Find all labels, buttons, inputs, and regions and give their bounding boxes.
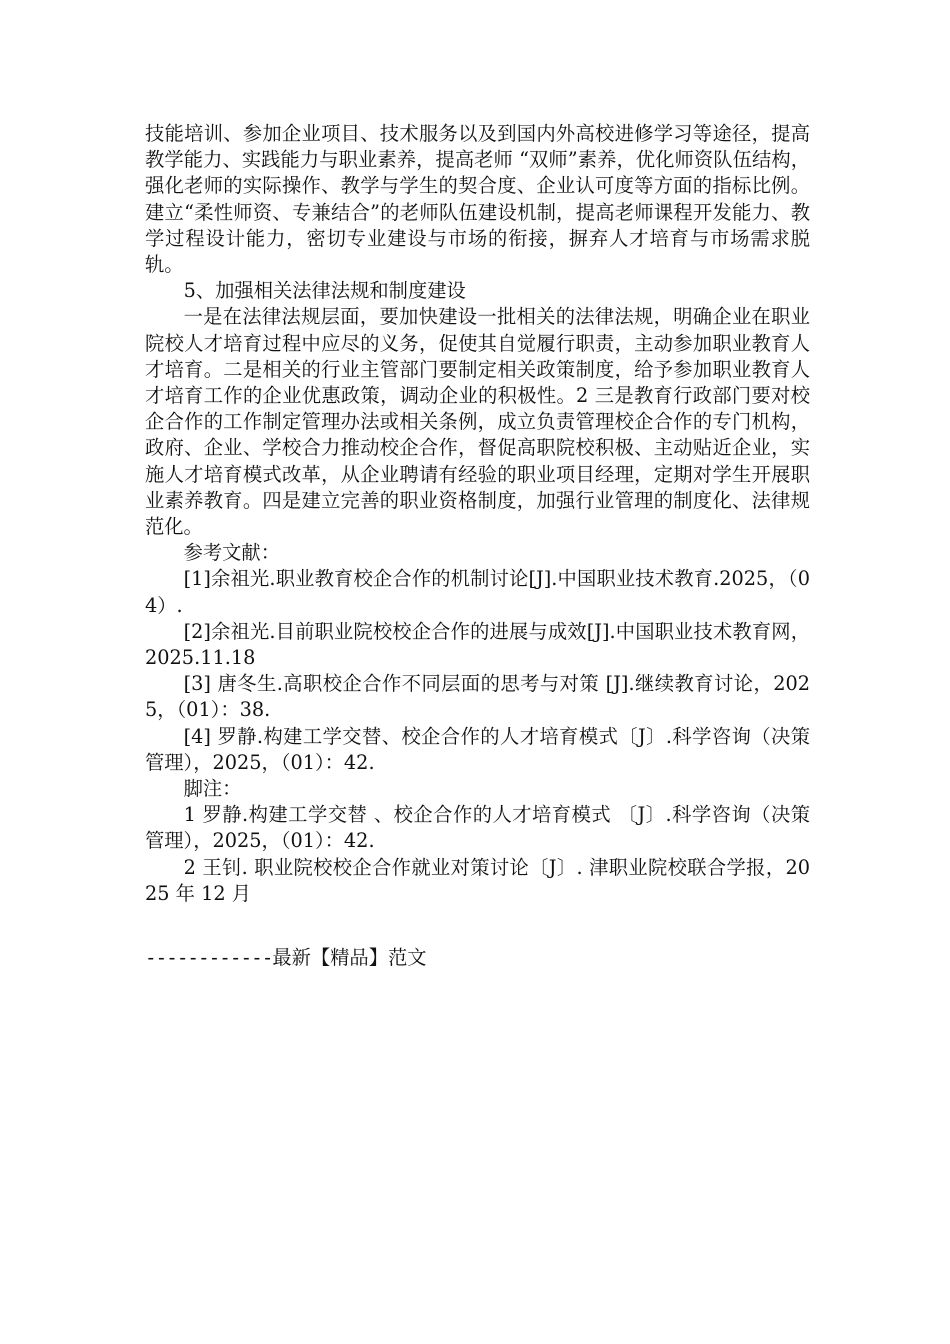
footnote-item-2: 2 王钊. 职业院校校企合作就业对策讨论〔J〕. 津职业院校联合学报，2025 年 12 月: [145, 855, 810, 905]
references-heading: 参考文献：: [183, 541, 280, 565]
document-body: [145, 121, 810, 907]
footnotes-heading: 脚注：: [183, 777, 242, 801]
section-body-paragraph: 一是在法律法规层面，要加快建设一批相关的法律法规，明确企业在职业院校人才培育过程中应尽的义务，促使其自觉履行职责，主动参加职业教育人才培育。二是相关的行业主管部门要制定相关政策制度，给予参加职业教育人才培育工作的企业优惠政策，调动企业的积极性。2 三是教育行政部门要对校企合作的工作制定管理办法或相关条例，成立负责管理校企合作的专门机构，政府、企业、学校合力推动校企合作，督促高职院校积极、主动贴近企业，实施人才培育模式改革，从企业聘请有经验的职业项目经理，定期对学生开展职业素养教育。四是建立完善的职业资格制度，加强行业管理的制度化、法律规范化。: [145, 305, 810, 539]
footnote-item-1: 1 罗静.构建工学交替 、校企合作的人才培育模式 〔J〕.科学咨询（决策管理），2025，（01）：42.: [145, 803, 810, 853]
reference-item-4: [4] 罗静.构建工学交替、校企合作的人才培育模式〔J〕.科学咨询（决策管理），2025，（01）：42.: [145, 724, 810, 774]
paragraph-continuation: 技能培训、参加企业项目、技术服务以及到国内外高校进修学习等途径，提高教学能力、实践能力与职业素养，提高老师 “双师”素养，优化师资队伍结构，强化老师的实际操作、教学与学生的契合度、企业认可度等方面的指标比例。建立“柔性师资、专兼结合”的老师队伍建设机制，提高老师课程开发能力、教学过程设计能力，密切专业建设与市场的衔接，摒弃人才培育与市场需求脱轨。: [145, 122, 810, 277]
footer-label: 最新【精品】范文: [272, 946, 427, 969]
footer-dashes: ------------: [145, 946, 273, 969]
section-heading: 5、加强相关法律法规和制度建设: [183, 279, 466, 303]
footer-banner: [145, 945, 427, 971]
reference-item-2: [2]余祖光.目前职业院校校企合作的进展与成效[J].中国职业技术教育网，2025.11.18: [145, 619, 810, 670]
reference-item-3: [3] 唐冬生.高职校企合作不同层面的思考与对策 [J].继续教育讨论，2025，（01）：38.: [145, 672, 810, 722]
reference-item-1: [1]余祖光.职业教育校企合作的机制讨论[J].中国职业技术教育.2025，（04）.: [145, 567, 810, 617]
